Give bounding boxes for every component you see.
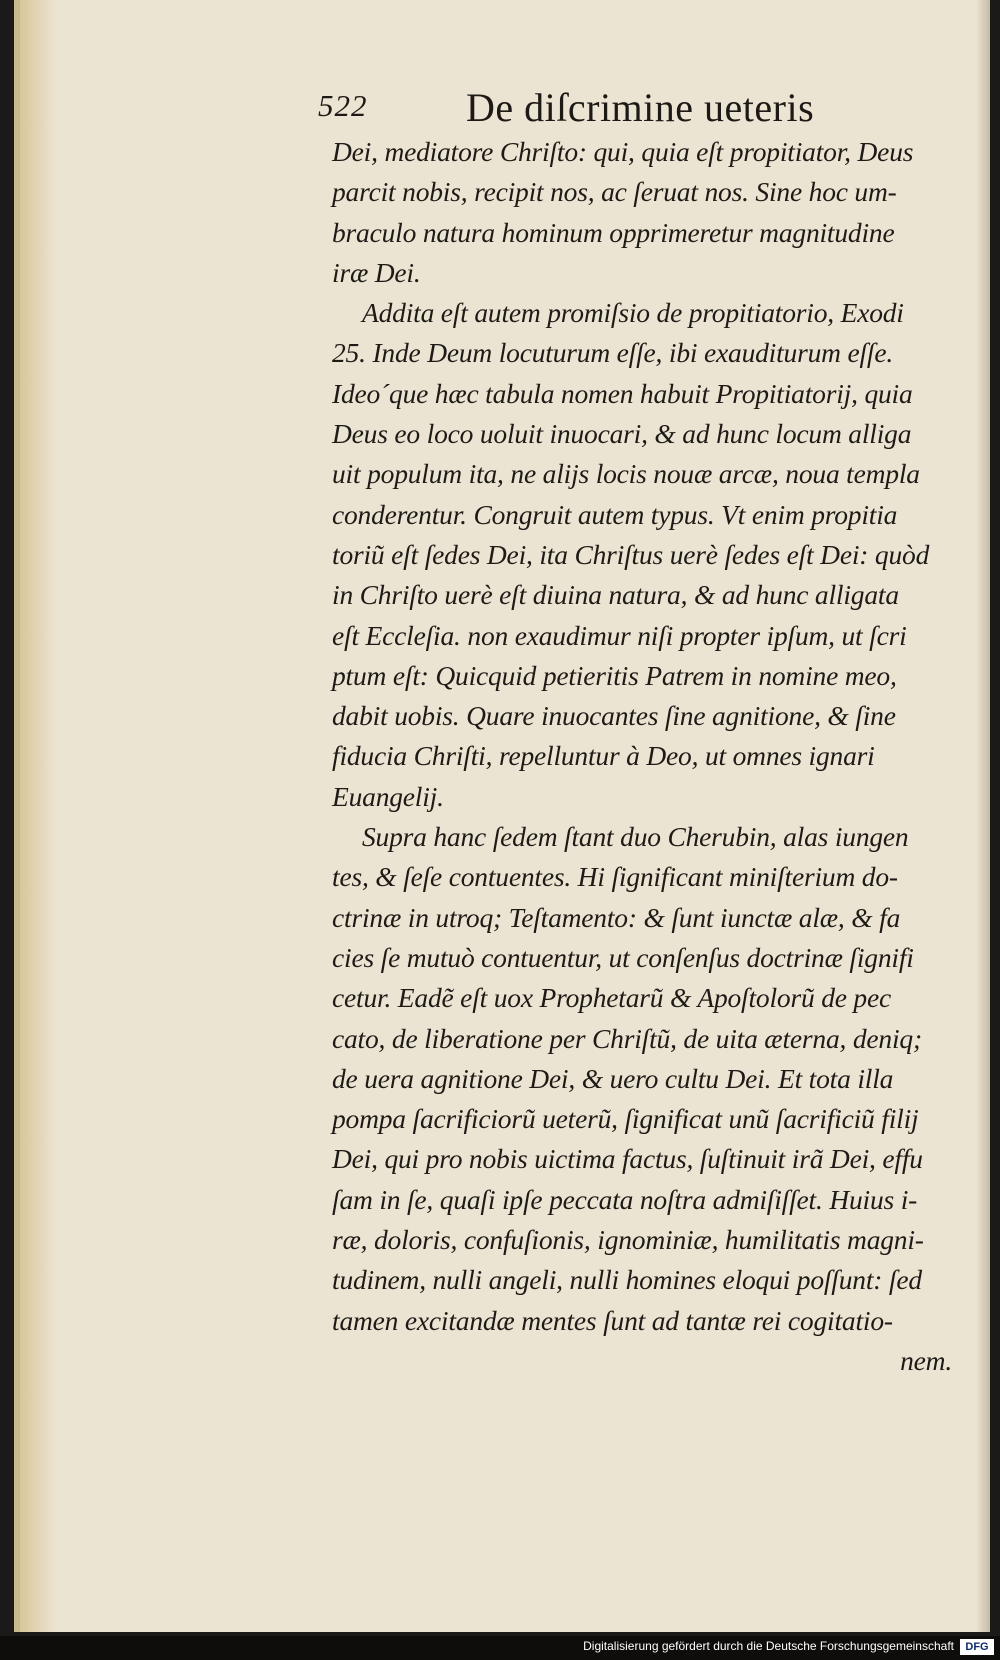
text-line: ræ, doloris, confuſionis, ignominiæ, humilitatis magni- (332, 1224, 924, 1256)
text-line: cetur. Eadẽ eſt uox Prophetarũ & Apoſtolorũ de pec (332, 982, 891, 1014)
text-line: tes, & ſeſe contuentes. Hi ſignificant miniſterium do- (332, 861, 898, 893)
text-line: braculo natura hominum opprimeretur magnitudine (332, 216, 895, 248)
text-line: cato, de liberatione per Chriſtũ, de uita æterna, deniq; (332, 1022, 922, 1054)
text-line: 25. Inde Deum locuturum eſſe, ibi exauditurum eſſe. (332, 337, 894, 369)
text-line: Deus eo loco uoluit inuocari, & ad hunc locum alliga (332, 418, 912, 450)
text-line: ctrinæ in utroq; Teſtamento: & ſunt iunctæ alæ, & fa (332, 901, 901, 933)
text-line: iræ Dei. (332, 256, 421, 288)
text-line: nem. (900, 1344, 952, 1376)
text-line: tudinem, nulli angeli, nulli homines eloqui poſſunt: ſed (332, 1264, 922, 1296)
text-line: eſt Eccleſia. non exaudimur niſi propter ipſum, ut ſcri (332, 619, 907, 651)
text-line: Supra hanc ſedem ſtant duo Cherubin, alas iungen (362, 821, 909, 853)
text-line: ſam in ſe, quaſi ipſe peccata noſtra admiſiſſet. Huius i- (332, 1183, 918, 1215)
text-line: fiducia Chriſti, repelluntur à Deo, ut omnes ignari (332, 740, 875, 772)
text-line: ptum eſt: Quicquid petieritis Patrem in nomine meo, (332, 659, 897, 691)
footer-credit: Digitalisierung gefördert durch die Deutsche Forschungsgemeinschaft (583, 1639, 954, 1653)
running-head: De diſcrimine ueteris (466, 85, 815, 130)
page-number: 522 (318, 88, 368, 123)
text-line: toriũ eſt ſedes Dei, ita Chriſtus uerè ſedes eſt Dei: quòd (332, 538, 930, 570)
text-line: conderentur. Congruit autem typus. Vt enim propitia (332, 498, 898, 530)
text-line: Ideo´que hæc tabula nomen habuit Propitiatorij, quia (332, 377, 913, 409)
book-page (14, 0, 990, 1632)
text-line: de uera agnitione Dei, & uero cultu Dei. Et tota illa (332, 1062, 894, 1094)
text-line: dabit uobis. Quare inuocantes ſine agnitione, & ſine (332, 700, 896, 732)
dfg-logo-icon: DFG (960, 1639, 994, 1655)
text-line: in Chriſto uerè eſt diuina natura, & ad hunc alligata (332, 579, 899, 611)
text-line: Dei, mediatore Chriſto: qui, quia eſt propitiator, Deus (332, 136, 914, 167)
text-body (332, 132, 982, 1381)
text-line: tamen excitandæ mentes ſunt ad tantæ rei cogitatio- (332, 1304, 893, 1336)
text-line: parcit nobis, recipit nos, ac ſeruat nos. Sine hoc um- (332, 176, 897, 208)
text-line: cies ſe mutuò contuentur, ut conſenſus doctrinæ ſignifi (332, 941, 914, 973)
text-line: Dei, qui pro nobis uictima factus, ſuſtinuit irã Dei, effu (332, 1143, 923, 1175)
page-header (318, 84, 878, 128)
text-line: Addita eſt autem promiſsio de propitiatorio, Exodi (362, 297, 904, 329)
digitization-footer (0, 1636, 1000, 1660)
text-line: uit populum ita, ne alijs locis nouæ arcæ, noua templa (332, 458, 920, 490)
text-line: pompa ſacrificiorũ ueterũ, ſignificat unũ ſacrificiũ filij (332, 1103, 919, 1135)
text-line: Euangelij. (332, 780, 444, 812)
